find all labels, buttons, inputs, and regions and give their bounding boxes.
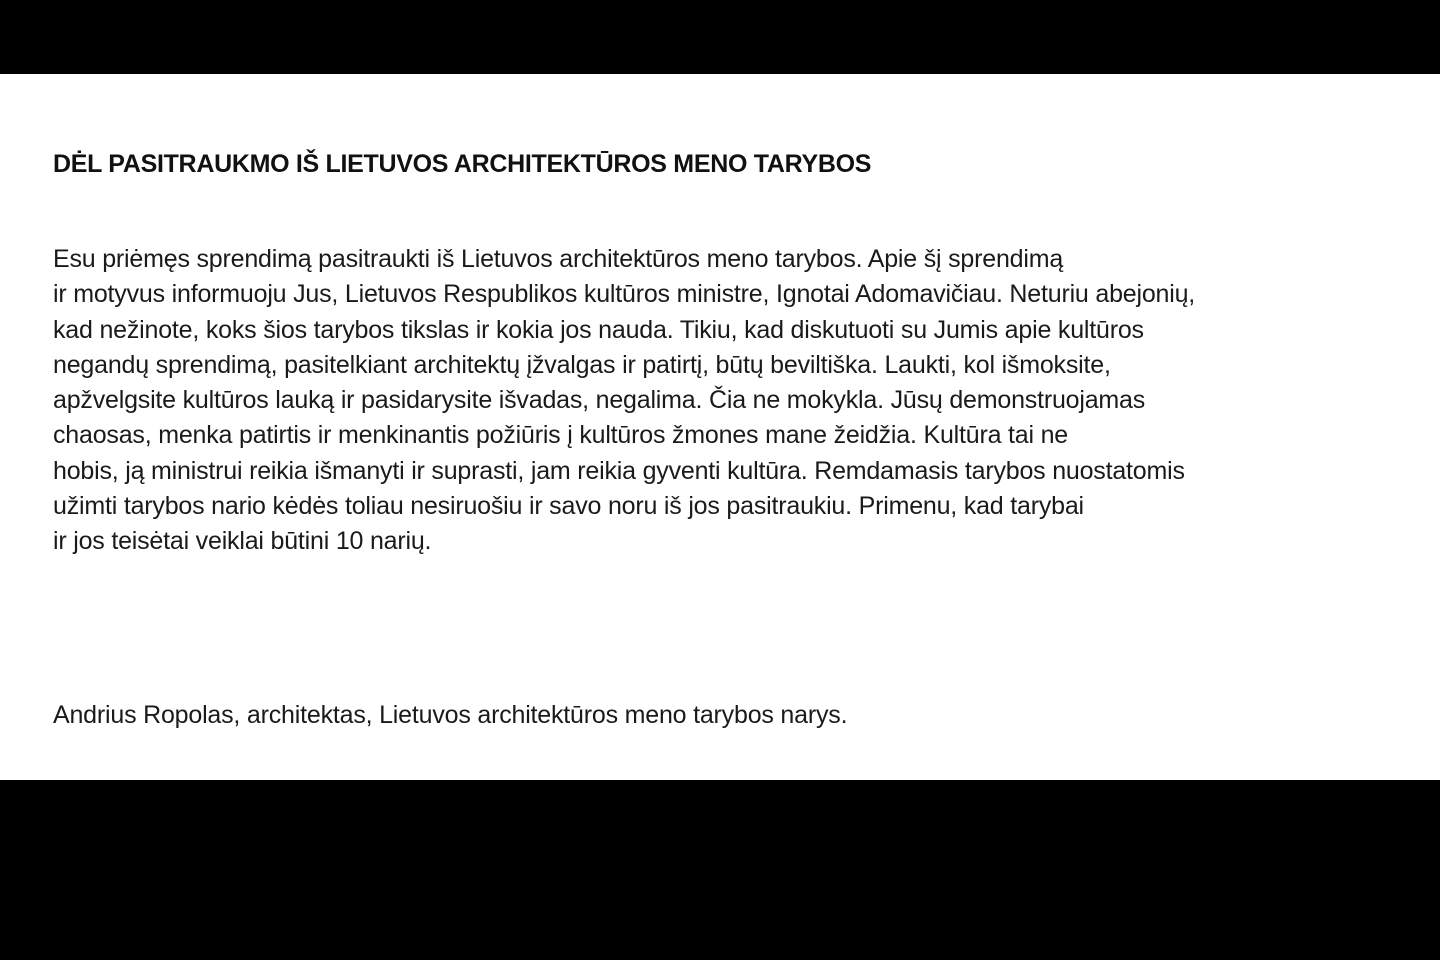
body-line: ir jos teisėtai veiklai būtini 10 narių. bbox=[53, 527, 432, 556]
body-line: negandų sprendimą, pasitelkiant architektų įžvalgas ir patirtį, būtų beviltiška. Laukti, kol išmoksite, bbox=[53, 350, 1111, 379]
body-line: hobis, ją ministrui reikia išmanyti ir suprasti, jam reikia gyventi kultūra. Remdamasis tarybos nuostatomis bbox=[53, 456, 1185, 485]
document-page bbox=[0, 74, 1440, 780]
document-body bbox=[53, 242, 1195, 560]
body-line: Esu priėmęs sprendimą pasitraukti iš Lietuvos architektūros meno tarybos. Apie šį sprendimą bbox=[53, 245, 1064, 273]
body-line: užimti tarybos nario kėdės toliau nesiruošiu ir savo noru iš jos pasitraukiu. Primenu, kad tarybai bbox=[53, 492, 1084, 521]
body-line: ir motyvus informuoju Jus, Lietuvos Respublikos kultūros ministre, Ignotai Adomavičiau. Neturiu abejonių, bbox=[53, 280, 1196, 309]
document-signature: Andrius Ropolas, architektas, Lietuvos architektūros meno tarybos narys. bbox=[53, 701, 848, 729]
body-line: chaosas, menka patirtis ir menkinantis požiūris į kultūros žmones mane žeidžia. Kultūra tai ne bbox=[53, 421, 1069, 450]
body-line: kad nežinote, koks šios tarybos tikslas ir kokia jos nauda. Tikiu, kad diskutuoti su Jumis apie kultūros bbox=[53, 315, 1144, 344]
document-title: DĖL PASITRAUKMO IŠ LIETUVOS ARCHITEKTŪROS MENO TARYBOS bbox=[53, 150, 872, 178]
body-line: apžvelgsite kultūros lauką ir pasidarysite išvadas, negalima. Čia ne mokykla. Jūsų demonstruojamas bbox=[53, 386, 1146, 415]
